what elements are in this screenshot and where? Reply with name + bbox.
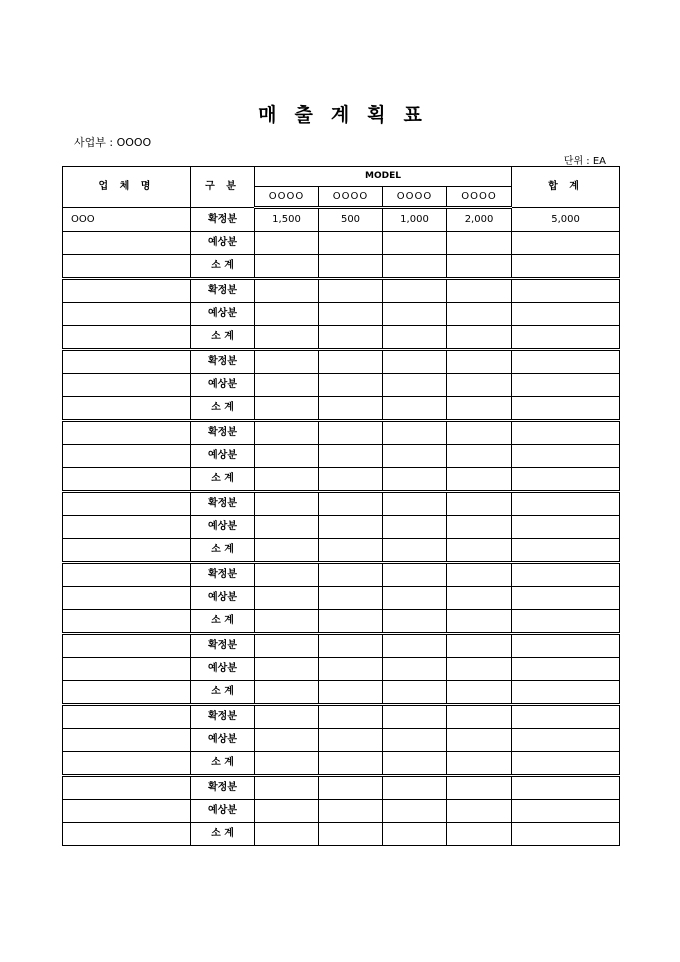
model-value-cell bbox=[383, 658, 447, 681]
model-value-cell bbox=[447, 255, 512, 279]
company-cell bbox=[63, 658, 191, 681]
model-value-cell bbox=[447, 468, 512, 492]
model-value-cell bbox=[319, 232, 383, 255]
sales-plan-table bbox=[62, 166, 620, 846]
model-value-cell bbox=[319, 445, 383, 468]
total-cell bbox=[512, 492, 620, 516]
table-row bbox=[63, 658, 620, 681]
category-cell: 예상분 bbox=[191, 374, 255, 397]
table-row bbox=[63, 397, 620, 421]
model-value-cell: 1,000 bbox=[383, 208, 447, 232]
table-row bbox=[63, 279, 620, 303]
company-cell bbox=[63, 610, 191, 634]
table-row bbox=[63, 610, 620, 634]
company-cell bbox=[63, 445, 191, 468]
model-value-cell bbox=[255, 776, 319, 800]
model-value-cell bbox=[447, 539, 512, 563]
model-value-cell bbox=[319, 326, 383, 350]
model-value-cell bbox=[255, 255, 319, 279]
model-value-cell bbox=[319, 634, 383, 658]
model-value-cell: 1,500 bbox=[255, 208, 319, 232]
category-cell: 확정분 bbox=[191, 350, 255, 374]
title-char: 획 bbox=[367, 104, 386, 126]
model-value-cell bbox=[255, 658, 319, 681]
company-cell bbox=[63, 279, 191, 303]
total-cell bbox=[512, 776, 620, 800]
header-company: 업 체 명 bbox=[63, 167, 191, 208]
model-value-cell bbox=[383, 752, 447, 776]
model-value-cell bbox=[255, 445, 319, 468]
model-value-cell bbox=[255, 350, 319, 374]
model-value-cell bbox=[383, 492, 447, 516]
category-cell: 예상분 bbox=[191, 800, 255, 823]
total-cell bbox=[512, 421, 620, 445]
model-value-cell bbox=[255, 492, 319, 516]
table-row bbox=[63, 232, 620, 255]
model-value-cell bbox=[383, 445, 447, 468]
table-row bbox=[63, 587, 620, 610]
model-value-cell bbox=[383, 255, 447, 279]
category-cell: 예상분 bbox=[191, 658, 255, 681]
model-value-cell bbox=[255, 705, 319, 729]
total-cell bbox=[512, 610, 620, 634]
company-cell bbox=[63, 800, 191, 823]
model-value-cell bbox=[383, 587, 447, 610]
total-cell bbox=[512, 303, 620, 326]
total-cell bbox=[512, 326, 620, 350]
model-value-cell bbox=[255, 634, 319, 658]
model-value-cell bbox=[255, 539, 319, 563]
model-value-cell bbox=[255, 397, 319, 421]
model-value-cell bbox=[383, 800, 447, 823]
category-cell: 예상분 bbox=[191, 516, 255, 539]
table-row bbox=[63, 563, 620, 587]
model-value-cell bbox=[383, 539, 447, 563]
model-value-cell bbox=[447, 350, 512, 374]
model-value-cell bbox=[319, 681, 383, 705]
category-cell: 소 계 bbox=[191, 752, 255, 776]
company-cell bbox=[63, 539, 191, 563]
model-value-cell bbox=[447, 232, 512, 255]
model-value-cell bbox=[319, 397, 383, 421]
document-title bbox=[0, 100, 680, 127]
model-value-cell bbox=[447, 303, 512, 326]
model-value-cell bbox=[447, 681, 512, 705]
company-cell bbox=[63, 492, 191, 516]
model-value-cell bbox=[447, 516, 512, 539]
title-char: 계 bbox=[330, 104, 350, 126]
model-value-cell bbox=[447, 823, 512, 846]
model-value-cell bbox=[255, 681, 319, 705]
model-value-cell bbox=[383, 350, 447, 374]
model-value-cell bbox=[255, 303, 319, 326]
company-cell bbox=[63, 752, 191, 776]
table-row bbox=[63, 492, 620, 516]
header-model-name: OOOO bbox=[383, 187, 447, 208]
model-value-cell bbox=[383, 397, 447, 421]
category-cell: 확정분 bbox=[191, 208, 255, 232]
model-value-cell bbox=[447, 705, 512, 729]
model-value-cell bbox=[447, 492, 512, 516]
total-cell bbox=[512, 539, 620, 563]
model-value-cell bbox=[319, 658, 383, 681]
table-row bbox=[63, 823, 620, 846]
model-value-cell bbox=[383, 516, 447, 539]
table-row bbox=[63, 374, 620, 397]
total-cell bbox=[512, 658, 620, 681]
model-value-cell bbox=[383, 326, 447, 350]
model-value-cell bbox=[255, 823, 319, 846]
company-cell bbox=[63, 705, 191, 729]
model-value-cell bbox=[383, 279, 447, 303]
total-cell bbox=[512, 255, 620, 279]
model-value-cell bbox=[447, 752, 512, 776]
table-row bbox=[63, 752, 620, 776]
table-row bbox=[63, 421, 620, 445]
total-cell bbox=[512, 587, 620, 610]
table-row bbox=[63, 705, 620, 729]
company-cell bbox=[63, 729, 191, 752]
table-row bbox=[63, 516, 620, 539]
total-cell bbox=[512, 681, 620, 705]
category-cell: 확정분 bbox=[191, 563, 255, 587]
model-value-cell bbox=[319, 350, 383, 374]
title-char: 표 bbox=[403, 104, 422, 126]
table-row bbox=[63, 800, 620, 823]
model-value-cell bbox=[447, 374, 512, 397]
total-cell bbox=[512, 468, 620, 492]
company-cell bbox=[63, 634, 191, 658]
model-value-cell bbox=[255, 516, 319, 539]
table-row bbox=[63, 776, 620, 800]
total-cell bbox=[512, 705, 620, 729]
total-cell bbox=[512, 279, 620, 303]
model-value-cell bbox=[319, 421, 383, 445]
model-value-cell bbox=[447, 326, 512, 350]
category-cell: 예상분 bbox=[191, 729, 255, 752]
model-value-cell bbox=[383, 705, 447, 729]
model-value-cell: 500 bbox=[319, 208, 383, 232]
model-value-cell bbox=[319, 752, 383, 776]
category-cell: 소 계 bbox=[191, 610, 255, 634]
title-char: 매 bbox=[258, 104, 277, 126]
model-value-cell bbox=[447, 563, 512, 587]
header-model-name: OOOO bbox=[319, 187, 383, 208]
model-value-cell bbox=[383, 303, 447, 326]
model-value-cell bbox=[383, 681, 447, 705]
total-cell bbox=[512, 729, 620, 752]
table-row bbox=[63, 350, 620, 374]
model-value-cell bbox=[255, 279, 319, 303]
header-total: 합 계 bbox=[512, 167, 620, 208]
company-cell bbox=[63, 421, 191, 445]
category-cell: 소 계 bbox=[191, 681, 255, 705]
category-cell: 확정분 bbox=[191, 421, 255, 445]
company-cell bbox=[63, 468, 191, 492]
category-cell: 예상분 bbox=[191, 303, 255, 326]
model-value-cell bbox=[383, 421, 447, 445]
header-model-name: OOOO bbox=[447, 187, 512, 208]
category-cell: 소 계 bbox=[191, 326, 255, 350]
total-cell bbox=[512, 823, 620, 846]
header-model: MODEL bbox=[255, 167, 512, 187]
company-cell: OOO bbox=[63, 208, 191, 232]
total-cell bbox=[512, 516, 620, 539]
model-value-cell bbox=[383, 776, 447, 800]
category-cell: 확정분 bbox=[191, 279, 255, 303]
total-cell bbox=[512, 350, 620, 374]
table-row bbox=[63, 208, 620, 232]
model-value-cell: 2,000 bbox=[447, 208, 512, 232]
model-value-cell bbox=[319, 800, 383, 823]
category-cell: 확정분 bbox=[191, 492, 255, 516]
department-label: 사업부 : OOOO bbox=[74, 136, 152, 149]
model-value-cell bbox=[383, 374, 447, 397]
company-cell bbox=[63, 563, 191, 587]
model-value-cell bbox=[319, 729, 383, 752]
model-value-cell bbox=[447, 634, 512, 658]
total-cell bbox=[512, 232, 620, 255]
model-value-cell bbox=[383, 232, 447, 255]
model-value-cell bbox=[447, 397, 512, 421]
model-value-cell bbox=[319, 610, 383, 634]
model-value-cell bbox=[319, 823, 383, 846]
model-value-cell bbox=[255, 610, 319, 634]
model-value-cell bbox=[447, 279, 512, 303]
company-cell bbox=[63, 587, 191, 610]
model-value-cell bbox=[319, 468, 383, 492]
total-cell bbox=[512, 397, 620, 421]
header-category: 구 분 bbox=[191, 167, 255, 208]
model-value-cell bbox=[319, 705, 383, 729]
company-cell bbox=[63, 776, 191, 800]
model-value-cell bbox=[383, 729, 447, 752]
model-value-cell bbox=[447, 445, 512, 468]
model-value-cell bbox=[255, 326, 319, 350]
company-cell bbox=[63, 255, 191, 279]
total-cell bbox=[512, 800, 620, 823]
category-cell: 예상분 bbox=[191, 232, 255, 255]
company-cell bbox=[63, 326, 191, 350]
total-cell bbox=[512, 752, 620, 776]
company-cell bbox=[63, 681, 191, 705]
table-row bbox=[63, 634, 620, 658]
model-value-cell bbox=[383, 610, 447, 634]
category-cell: 예상분 bbox=[191, 587, 255, 610]
table-row bbox=[63, 326, 620, 350]
model-value-cell bbox=[319, 255, 383, 279]
model-value-cell bbox=[447, 610, 512, 634]
company-cell bbox=[63, 516, 191, 539]
category-cell: 확정분 bbox=[191, 776, 255, 800]
model-value-cell bbox=[447, 587, 512, 610]
category-cell: 확정분 bbox=[191, 705, 255, 729]
model-value-cell bbox=[255, 421, 319, 445]
model-value-cell bbox=[319, 374, 383, 397]
category-cell: 소 계 bbox=[191, 539, 255, 563]
category-cell: 소 계 bbox=[191, 397, 255, 421]
model-value-cell bbox=[447, 729, 512, 752]
total-cell bbox=[512, 634, 620, 658]
category-cell: 소 계 bbox=[191, 255, 255, 279]
table-row bbox=[63, 445, 620, 468]
company-cell bbox=[63, 303, 191, 326]
model-value-cell bbox=[255, 374, 319, 397]
model-value-cell bbox=[447, 658, 512, 681]
table-row bbox=[63, 303, 620, 326]
model-value-cell bbox=[319, 516, 383, 539]
unit-label: 단위 : EA bbox=[563, 156, 606, 167]
model-value-cell bbox=[447, 776, 512, 800]
model-value-cell bbox=[447, 421, 512, 445]
company-cell bbox=[63, 232, 191, 255]
model-value-cell bbox=[319, 563, 383, 587]
model-value-cell bbox=[255, 587, 319, 610]
table-row bbox=[63, 539, 620, 563]
model-value-cell bbox=[383, 563, 447, 587]
category-cell: 확정분 bbox=[191, 634, 255, 658]
table-row bbox=[63, 468, 620, 492]
model-value-cell bbox=[383, 468, 447, 492]
category-cell: 예상분 bbox=[191, 445, 255, 468]
company-cell bbox=[63, 823, 191, 846]
model-value-cell bbox=[319, 492, 383, 516]
company-cell bbox=[63, 397, 191, 421]
total-cell bbox=[512, 374, 620, 397]
model-value-cell bbox=[447, 800, 512, 823]
model-value-cell bbox=[383, 823, 447, 846]
category-cell: 소 계 bbox=[191, 823, 255, 846]
category-cell: 소 계 bbox=[191, 468, 255, 492]
total-cell bbox=[512, 563, 620, 587]
model-value-cell bbox=[319, 279, 383, 303]
table-row bbox=[63, 255, 620, 279]
total-cell bbox=[512, 445, 620, 468]
model-value-cell bbox=[383, 634, 447, 658]
model-value-cell bbox=[255, 468, 319, 492]
model-value-cell bbox=[255, 752, 319, 776]
table-row bbox=[63, 681, 620, 705]
table-row bbox=[63, 729, 620, 752]
company-cell bbox=[63, 374, 191, 397]
model-value-cell bbox=[255, 800, 319, 823]
model-value-cell bbox=[319, 776, 383, 800]
model-value-cell bbox=[255, 232, 319, 255]
company-cell bbox=[63, 350, 191, 374]
header-model-name: OOOO bbox=[255, 187, 319, 208]
model-value-cell bbox=[319, 587, 383, 610]
total-cell: 5,000 bbox=[512, 208, 620, 232]
model-value-cell bbox=[319, 539, 383, 563]
model-value-cell bbox=[255, 563, 319, 587]
model-value-cell bbox=[319, 303, 383, 326]
model-value-cell bbox=[255, 729, 319, 752]
title-char: 출 bbox=[294, 104, 313, 126]
